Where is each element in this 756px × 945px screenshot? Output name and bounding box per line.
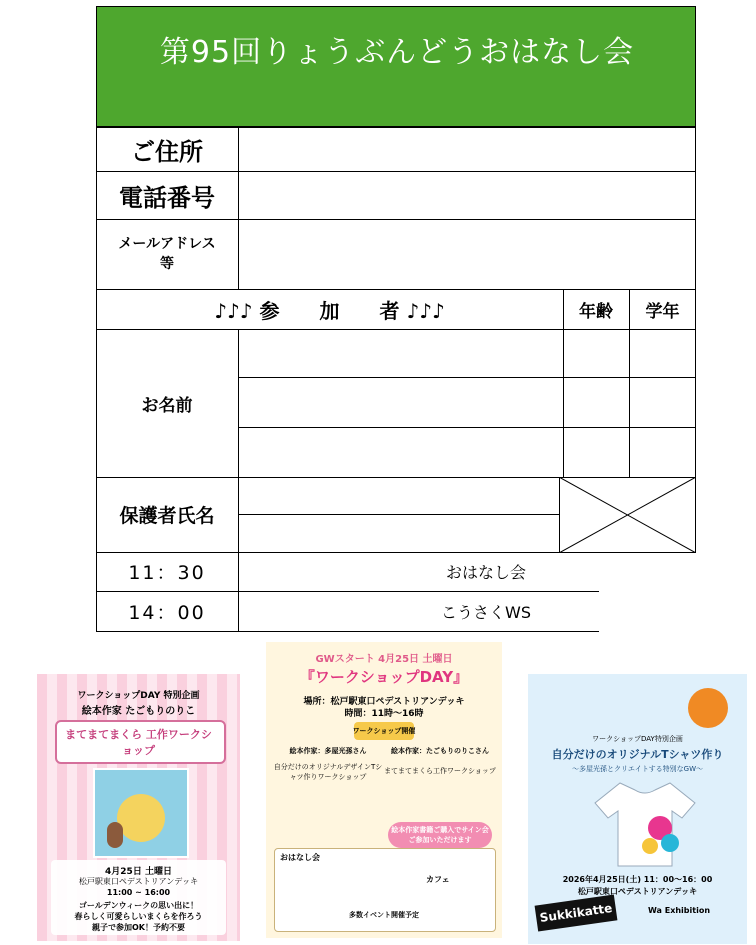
registration-form [96,6,696,631]
tshirt-icon [590,778,700,868]
poster1-tag3: 親子で参加OK！予約不要 [92,923,185,932]
event-2: こうさくWS [441,602,531,622]
col-line [238,329,239,631]
grade-header: 学年 [645,301,680,322]
poster-tshirt-workshop [528,674,747,944]
poster2-ws1: 自分だけのオリジナルデザインTシャツ作りワークショップ [273,763,383,781]
poster3-small: ワークショップDAY特別企画 [592,735,683,743]
poster2-ws2: まてまてまくら工作ワークショップ [384,767,496,775]
poster2-signing: 絵本作家書籍ご購入でサイン会ご参加いただけます [391,826,489,844]
poster-workshop-day [266,642,502,938]
phone-label: 電話番号 [119,183,215,212]
form-title: 第95回りょうぶんどうおはなし会 [159,35,635,70]
address-label: ご住所 [131,137,203,166]
row-line [96,631,599,632]
poster1-line2: 絵本作家 たごもりのりこ [81,706,196,717]
poster1-tag2: 春らしく可愛らしいまくらを作ろう [74,912,203,921]
row-line [238,514,559,515]
poster1-place: 松戸駅東口ペデストリアンデッキ [78,877,199,886]
poster1-line1: ワークショップDAY 特別企画 [77,691,200,701]
poster2-artist1: 絵本作家：多屋光孫さん [289,747,367,755]
poster1-title: まてまてまくら 工作ワークショップ [65,728,212,757]
email-label [96,219,238,289]
poster3-brand: Sukkikatte [535,895,618,932]
poster1-tag1: ゴールデンウィークの思い出に！ [78,901,199,910]
guardian-label: 保護者氏名 [119,505,215,527]
poster2-place: 場所：松戸駅東口ペデストリアンデッキ [303,697,465,707]
email-label-line1: メールアドレス [118,236,216,252]
poster2-ws-badge: ワークショップ開催 [352,727,416,735]
poster3-brand2: Wa Exhibition [648,906,711,915]
poster2-hours: 時間：11時～16時 [344,709,424,719]
poster2-title: 『ワークショップDAY』 [299,668,469,686]
poster3-date: 2026年4月25日(土) 11：00～16：00 [562,875,713,884]
poster3-place: 松戸駅東口ペデストリアンデッキ [577,887,698,896]
event-1: おはなし会 [445,563,526,582]
poster3-subtitle: ～多屋光孫とクリエイトする特別なGW～ [572,765,703,773]
col-line [238,127,239,289]
poster1-date: 4月25日 土曜日 [105,867,172,877]
poster3-title: 自分だけのオリジナルTシャツ作り [551,748,724,761]
row-line [238,377,696,378]
title-bar [96,6,696,127]
name-label: お名前 [141,395,193,416]
poster1-hours: 11:00 ~ 16:00 [106,888,171,897]
poster2-cafe: カフェ [426,875,450,884]
poster2-artist2: 絵本作家：たごもりのりこさん [391,747,489,755]
poster2-date: GWスタート 4月25日 土曜日 [315,654,453,665]
participants-header: ♪♪♪ 参 加 者 ♪♪♪ [214,298,445,323]
time-2: 14：00 [128,601,206,624]
row-line [238,427,696,428]
poster-makura-workshop [37,674,240,941]
age-header: 年齢 [579,301,613,322]
time-1: 11：30 [128,562,206,584]
poster2-more: 多数イベント開催予定 [349,911,419,919]
poster2-ohanashi: おはなし会 [280,853,320,862]
email-label-line2: 等 [160,256,174,272]
crossed-out-cell [559,477,696,553]
